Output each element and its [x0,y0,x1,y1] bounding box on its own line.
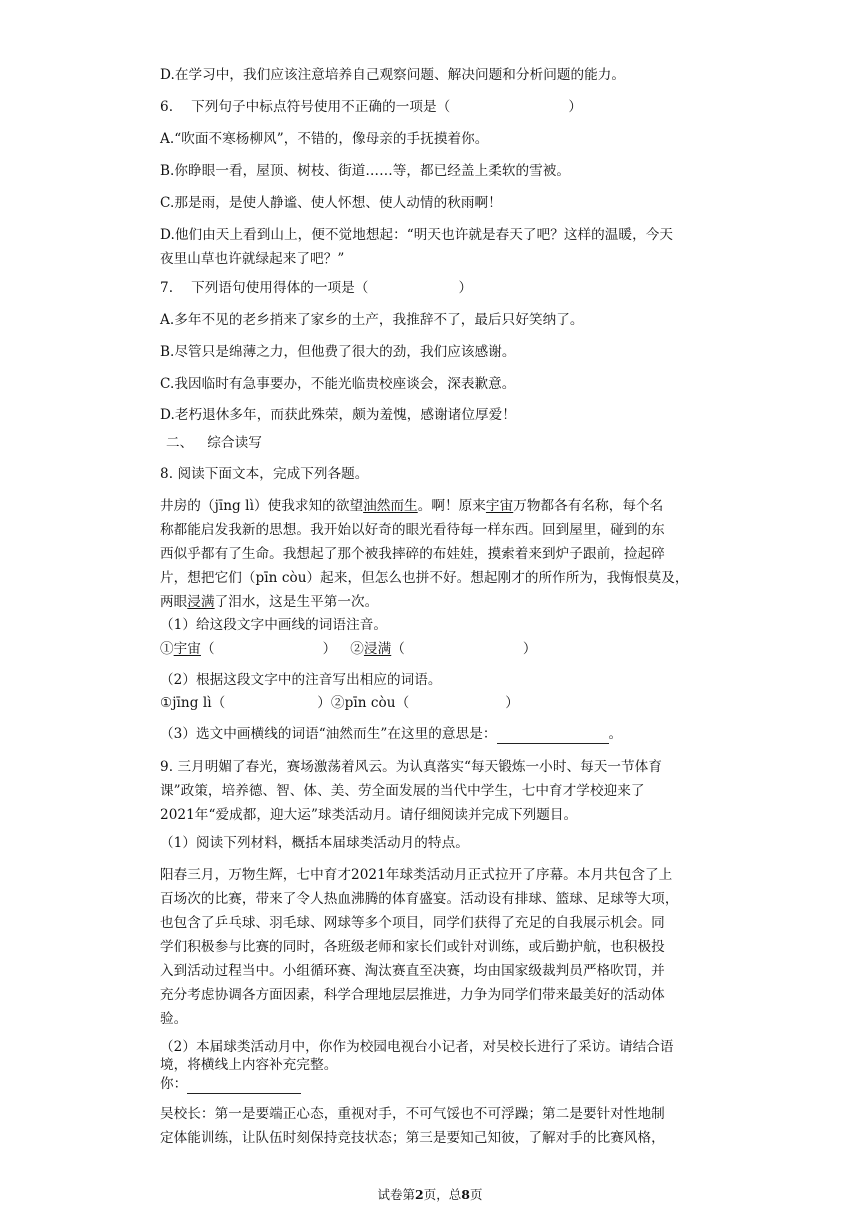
subquestion-9-1: （1）阅读下列材料，概括本届球类活动月的特点。 [160,835,469,851]
subquestion-1-answer [160,640,740,659]
answer-line[interactable] [187,1078,301,1094]
interview-you-line [160,1075,740,1094]
bracket-close: ） [322,641,337,657]
question-text: 下列句子中标点符号使用不正确的一项是（ [191,99,451,115]
material-line: 也包含了乒乓球、羽毛球、网球等多个项目，同学们获得了充足的自我展示机会。同 [160,915,665,931]
material-line: 验。 [160,1011,188,1027]
underlined-word: 浸满 [187,594,215,610]
footer-text: 试卷第 [377,1187,416,1202]
passage-text: 万物都各有名称，每个名 [513,498,664,514]
answer-line[interactable] [497,728,609,744]
page-number: 2 [415,1187,424,1202]
pinyin-prompt: ）②pīn còu（ [317,695,410,711]
bracket-open: （ [200,641,215,657]
passage-line [160,497,740,516]
bracket-open: （ [391,641,405,657]
bracket-close: ） [505,695,519,711]
option-6a: A.“吹面不寒杨柳风”，不错的，像母亲的手抚摸着你。 [160,131,489,147]
bracket-close: ） [458,280,473,296]
material-line: 阳春三月，万物生辉，七中育才2021年球类活动月正式拉开了序幕。本月共包含了上 [160,867,673,883]
question-8: 8. 阅读下面文本，完成下列各题。 [160,466,369,482]
question-text: （3）选文中画横线的词语“油然而生”在这里的意思是： [160,726,497,742]
underlined-word: 油然而生 [363,498,418,514]
question-7 [160,279,740,298]
passage-text: 两眼 [160,594,188,610]
subquestion-9-2: （2）本届球类活动月中，你作为校园电视台小记者，对吴校长进行了采访。请结合语 [160,1039,674,1055]
option-6d: D.他们由天上看到山上，便不觉地想起：“明天也许就是春天了吧？这样的温暖，今天 [160,227,674,243]
question-6 [160,98,740,117]
option-7b: B.尽管只是绵薄之力，但他费了很大的劲，我们应该感谢。 [160,344,516,360]
footer-text: 页，总 [423,1187,462,1202]
subquestion-2-answer [160,694,740,713]
page-footer [0,1187,860,1203]
underlined-word: 浸满 [363,641,392,657]
speaker-label: 你： [160,1076,188,1092]
section-heading [166,434,746,453]
material-line: 学们积极参与比赛的同时，各班级老师和家长们或针对训练，或后勤护航，也积极投 [160,939,665,955]
subquestion-2: （2）根据这段文字中的注音写出相应的词语。 [160,672,442,688]
option-7d: D.老朽退休多年，而获此殊荣，颇为羞愧，感谢诸位厚爱！ [160,407,516,423]
question-9-line: 课”政策，培养德、智、体、美、劳全面发展的当代中学生，七中育才学校迎来了 [160,783,645,799]
material-line: 充分考虑协调各方面因素，科学合理地层层推进，力争为同学们带来最美好的活动体 [160,987,665,1003]
circled-number: ① [160,641,174,657]
underlined-word: 宇宙 [173,641,201,657]
punctuation: 。 [608,726,623,742]
passage-text: 井房的（jīng lì）使我求知的欲望 [160,498,364,514]
footer-text: 页 [469,1187,483,1202]
section-title: 综合读写 [207,435,262,451]
passage-line: 片，想把它们（pīn còu）起来，但怎么也拼不好。想起刚才的所作所为，我悔恨莫及， [160,570,689,586]
option-7c: C.我因临时有急事要办，不能光临贵校座谈会，深表歉意。 [160,376,516,392]
question-text: 下列语句使用得体的一项是（ [191,280,369,296]
total-pages: 8 [461,1187,470,1202]
question-9-line: 2021年“爱成都，迎大运”球类活动月。请仔细阅读并完成下列题目。 [160,807,578,823]
option-6c: C.那是雨，是使人静谧、使人怀想、使人动情的秋雨啊！ [160,195,502,211]
interview-answer: 吴校长：第一是要端正心态，重视对手，不可气馁也不可浮躁；第二是要针对性地制 [160,1106,665,1122]
bracket-close: ） [568,99,582,115]
passage-line: 称都能启发我新的思想。我开始以好奇的眼光看待每一样东西。回到屋里，碰到的东 [160,522,665,538]
passage-text: 了泪水，这是生平第一次。 [214,594,379,610]
bracket-close: ） [522,641,537,657]
passage-line [160,593,740,612]
section-number: 二、 [166,435,194,451]
passage-line: 西似乎都有了生命。我想起了那个被我摔碎的布娃娃，摸索着来到炉子跟前，捡起碎 [160,546,665,562]
circled-number: ② [350,641,364,657]
question-9: 9. 三月明媚了春光，赛场激荡着风云。为认真落实“每天锻炼一小时、每天一节体育 [160,759,662,775]
underlined-word: 宇宙 [485,498,514,514]
subquestion-9-2-cont: 境，将横线上内容补充完整。 [160,1057,338,1073]
question-number: 7. [160,280,174,296]
interview-answer-cont: 定体能训练，让队伍时刻保持竞技状态；第三是要知己知彼，了解对手的比赛风格， [160,1130,665,1146]
option-6b: B.你睁眼一看，屋顶、树枝、街道……等，都已经盖上柔软的雪被。 [160,163,571,179]
subquestion-3 [160,725,740,744]
subquestion-1: （1）给这段文字中画线的词语注音。 [160,617,387,633]
option-7a: A.多年不见的老乡捎来了家乡的土产，我推辞不了，最后只好笑纳了。 [160,312,584,328]
option-6d-prev: D.在学习中，我们应该注意培养自己观察问题、解决问题和分析问题的能力。 [160,67,626,83]
option-6d-cont: 夜里山草也许就绿起来了吧？” [160,251,345,267]
question-number: 6. [160,99,174,115]
material-line: 入到活动过程当中。小组循环赛、淘汰赛直至决赛，均由国家级裁判员严格吹罚，并 [160,963,665,979]
material-line: 百场次的比赛，带来了令人热血沸腾的体育盛宴。活动设有排球、篮球、足球等大项， [160,891,679,907]
pinyin-prompt: ①jīng lì（ [160,695,226,711]
passage-text: 。啊！原来 [417,498,486,514]
